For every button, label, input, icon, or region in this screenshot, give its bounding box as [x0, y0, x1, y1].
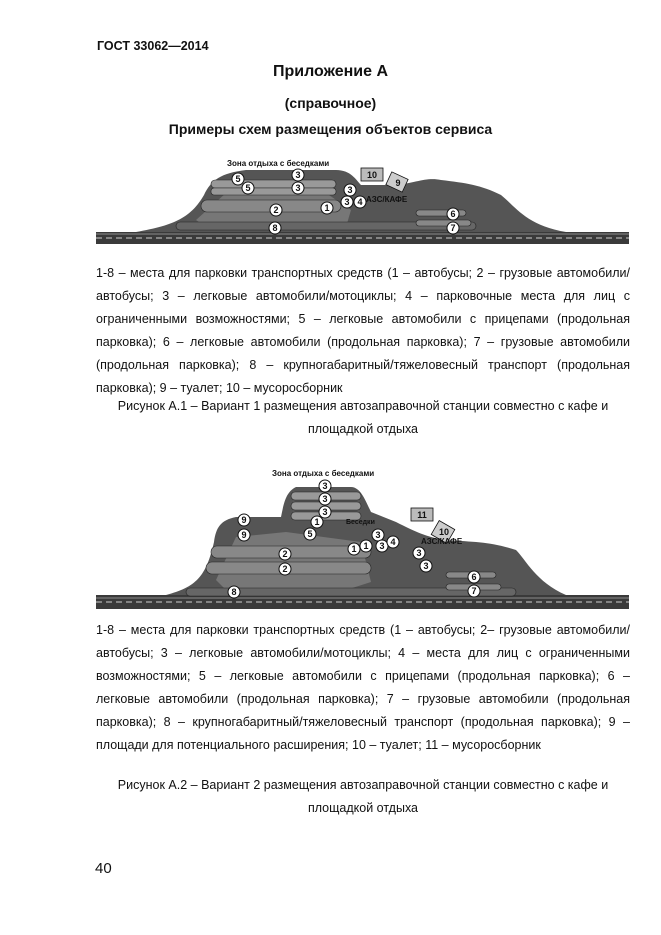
marker-3	[413, 547, 425, 559]
caption-line: площадкой отдыха	[307, 801, 419, 815]
marker-10	[367, 170, 377, 180]
marker-7	[447, 222, 459, 234]
svg-text:7: 7	[450, 223, 456, 233]
svg-text:5: 5	[307, 529, 313, 539]
figure-a1-diagram	[96, 155, 629, 250]
svg-text:1: 1	[363, 541, 369, 551]
marker-3	[341, 196, 353, 208]
svg-text:1: 1	[314, 517, 320, 527]
marker-9	[395, 178, 400, 188]
svg-text:10: 10	[438, 527, 450, 537]
svg-text:2: 2	[273, 205, 279, 215]
azs-label: АЗС/КАФЕ	[421, 537, 463, 546]
caption-line: площадкой отдыха	[307, 422, 419, 436]
svg-text:3: 3	[295, 170, 301, 180]
marker-7	[468, 585, 480, 597]
svg-text:3: 3	[375, 530, 381, 540]
svg-text:9: 9	[241, 515, 247, 525]
svg-text:3: 3	[379, 541, 385, 551]
marker-2	[279, 563, 291, 575]
figure-a2-caption	[96, 774, 630, 820]
svg-text:9: 9	[241, 530, 247, 540]
figure-a2-diagram	[96, 462, 629, 617]
appendix-title: Приложение А	[272, 63, 389, 80]
svg-text:5: 5	[245, 183, 251, 193]
svg-text:3: 3	[295, 183, 301, 193]
marker-5	[242, 182, 254, 194]
zone-label: Зона отдыха с беседками	[227, 159, 330, 168]
marker-3	[319, 480, 331, 492]
svg-text:6: 6	[450, 209, 456, 219]
figure-a2-legend: 1-8 – места для парковки транспортных средств (1 – автобусы; 2– грузовые автомобили/автобусы; 3 – легковые автомобили/мотоциклы; 4 – места для лиц с ограниченными возможностями; 5 – легковые автомобили с прицепами (продольная парковка); 6 –легковые автомобили (продольная парковка); 7 – грузовые автомобили (продольная парковка); 8 – крупногабаритный/тяжеловесный транспорт (продольная парковка); 9 – площади для потенциального расширения; 10 – туалет; 11 – мусоросборник	[96, 623, 630, 752]
appendix-heading: Примеры схем размещения объектов сервиса	[168, 121, 493, 137]
zone-label: Зона отдыха с беседками	[272, 469, 375, 478]
svg-text:1: 1	[351, 544, 357, 554]
azs-label: АЗС/КАФЕ	[366, 195, 408, 204]
marker-1	[360, 540, 372, 552]
marker-2	[279, 548, 291, 560]
svg-text:9: 9	[395, 178, 401, 188]
document-header: ГОСТ 33062—2014	[97, 39, 209, 53]
figure-a1-caption	[96, 395, 630, 441]
marker-1	[311, 516, 323, 528]
svg-text:6: 6	[471, 572, 477, 582]
svg-text:3: 3	[423, 561, 429, 571]
marker-3	[319, 493, 331, 505]
marker-6	[468, 571, 480, 583]
svg-text:4: 4	[390, 537, 396, 547]
marker-9	[238, 514, 250, 526]
figure-a1-legend: 1-8 – места для парковки транспортных средств (1 – автобусы; 2 – грузовые автомобили/автобусы; 3 – легковые автомобили/мотоциклы; 4 – парковочные места для лиц с ограниченными возможностями; 5 – легковые автомобили с прицепами (продольная парковка); 6 – легковые автомобили (продольная парковка); 7 – грузовые автомобили (продольная парковка); 8 – крупногабаритный/тяжеловесный транспорт (продольная парковка); 9 – туалет; 10 – мусоросборник	[96, 266, 630, 395]
svg-text:10: 10	[366, 170, 378, 180]
gazebo-label: Беседки	[346, 519, 375, 526]
marker-5	[232, 173, 244, 185]
marker-3	[344, 184, 356, 196]
marker-3	[376, 540, 388, 552]
svg-text:3: 3	[322, 507, 328, 517]
marker-2	[270, 204, 282, 216]
svg-text:3: 3	[344, 197, 350, 207]
caption-line: Рисунок А.1 – Вариант 1 размещения автозаправочной станции совместно с кафе и	[117, 399, 609, 413]
caption-line: Рисунок А.2 – Вариант 2 размещения автозаправочной станции совместно с кафе и	[117, 778, 609, 792]
marker-1	[348, 543, 360, 555]
svg-text:11: 11	[417, 510, 427, 520]
svg-text:2: 2	[282, 549, 288, 559]
marker-3	[372, 529, 384, 541]
marker-8	[269, 222, 281, 234]
marker-3	[292, 182, 304, 194]
svg-text:3: 3	[416, 548, 422, 558]
svg-text:3: 3	[322, 481, 328, 491]
svg-text:1: 1	[324, 203, 330, 213]
appendix-subtitle: (справочное)	[284, 95, 377, 111]
marker-3	[292, 169, 304, 181]
marker-5	[304, 528, 316, 540]
svg-text:4: 4	[357, 197, 363, 207]
marker-4	[387, 536, 399, 548]
svg-text:3: 3	[347, 185, 353, 195]
marker-11	[417, 510, 427, 520]
svg-text:7: 7	[471, 586, 477, 596]
page-number: 40	[95, 860, 112, 877]
marker-1	[321, 202, 333, 214]
svg-text:8: 8	[272, 223, 278, 233]
marker-10	[439, 527, 449, 537]
svg-text:8: 8	[231, 587, 237, 597]
marker-8	[228, 586, 240, 598]
marker-6	[447, 208, 459, 220]
svg-text:2: 2	[282, 564, 288, 574]
svg-text:5: 5	[235, 174, 241, 184]
marker-9	[238, 529, 250, 541]
marker-3	[420, 560, 432, 572]
svg-text:3: 3	[322, 494, 328, 504]
marker-4	[354, 196, 366, 208]
marker-3	[319, 506, 331, 518]
